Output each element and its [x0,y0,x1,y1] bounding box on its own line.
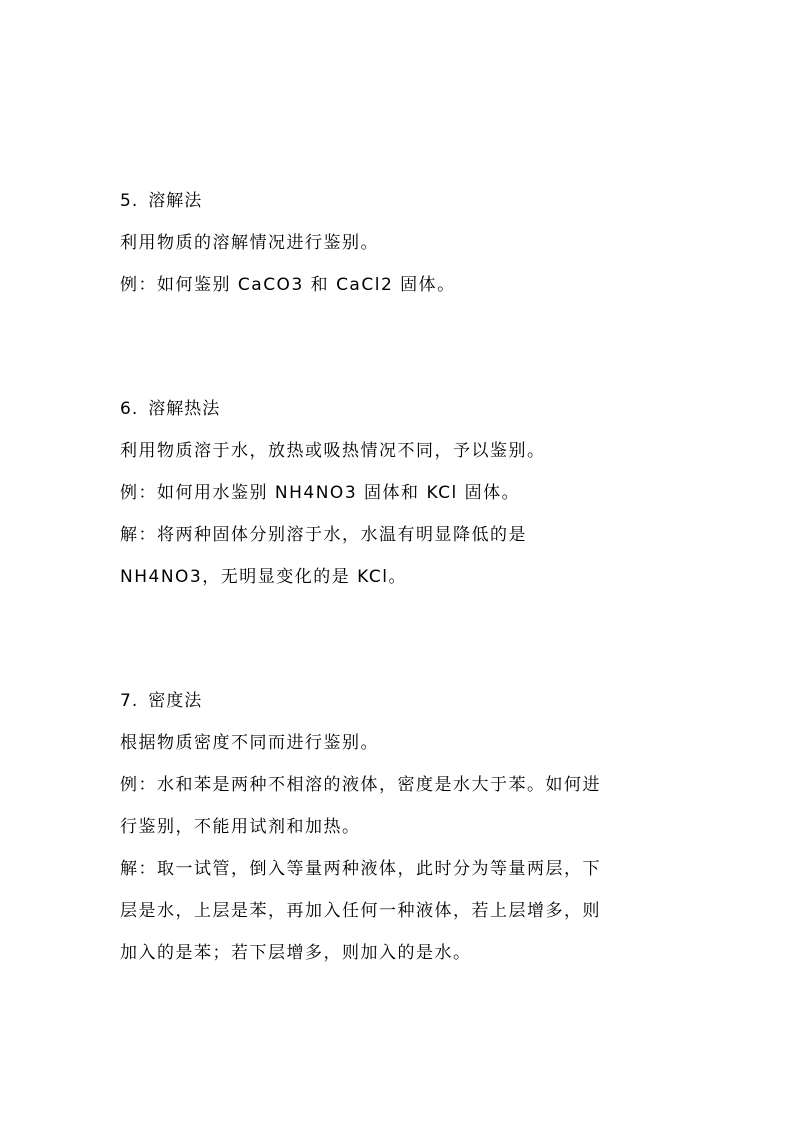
paragraph-line: NH4NO3，无明显变化的是 KCl。 [120,567,407,587]
paragraph-line: 解：将两种固体分别溶于水，水温有明显降低的是 [120,525,527,545]
section-number: 7. [120,691,139,711]
paragraph-line: 利用物质溶于水，放热或吸热情况不同，予以鉴别。 [120,441,546,461]
paragraph-line: 根据物质密度不同而进行鉴别。 [120,733,379,753]
paragraph-line: 加入的是苯；若下层增多，则加入的是水。 [120,943,472,963]
section-title: 溶解法 [148,191,203,211]
paragraph-line: 例：如何用水鉴别 NH4NO3 固体和 KCl 固体。 [120,483,521,503]
paragraph-line: 解：取一试管，倒入等量两种液体，此时分为等量两层，下 [120,859,601,879]
section-number: 5. [120,191,139,211]
paragraph-line: 行鉴别，不能用试剂和加热。 [120,817,361,837]
section-heading [120,397,220,421]
section-title: 溶解热法 [148,399,221,419]
section-heading [120,189,202,213]
paragraph-line: 例：如何鉴别 CaCO3 和 CaCl2 固体。 [120,275,456,295]
paragraph-line: 例：水和苯是两种不相溶的液体，密度是水大于苯。如何进 [120,775,601,795]
section-title: 密度法 [148,691,203,711]
section-heading [120,689,202,713]
paragraph-line: 层是水，上层是苯，再加入任何一种液体，若上层增多，则 [120,901,601,921]
paragraph-line: 利用物质的溶解情况进行鉴别。 [120,233,379,253]
section-number: 6. [120,399,139,419]
